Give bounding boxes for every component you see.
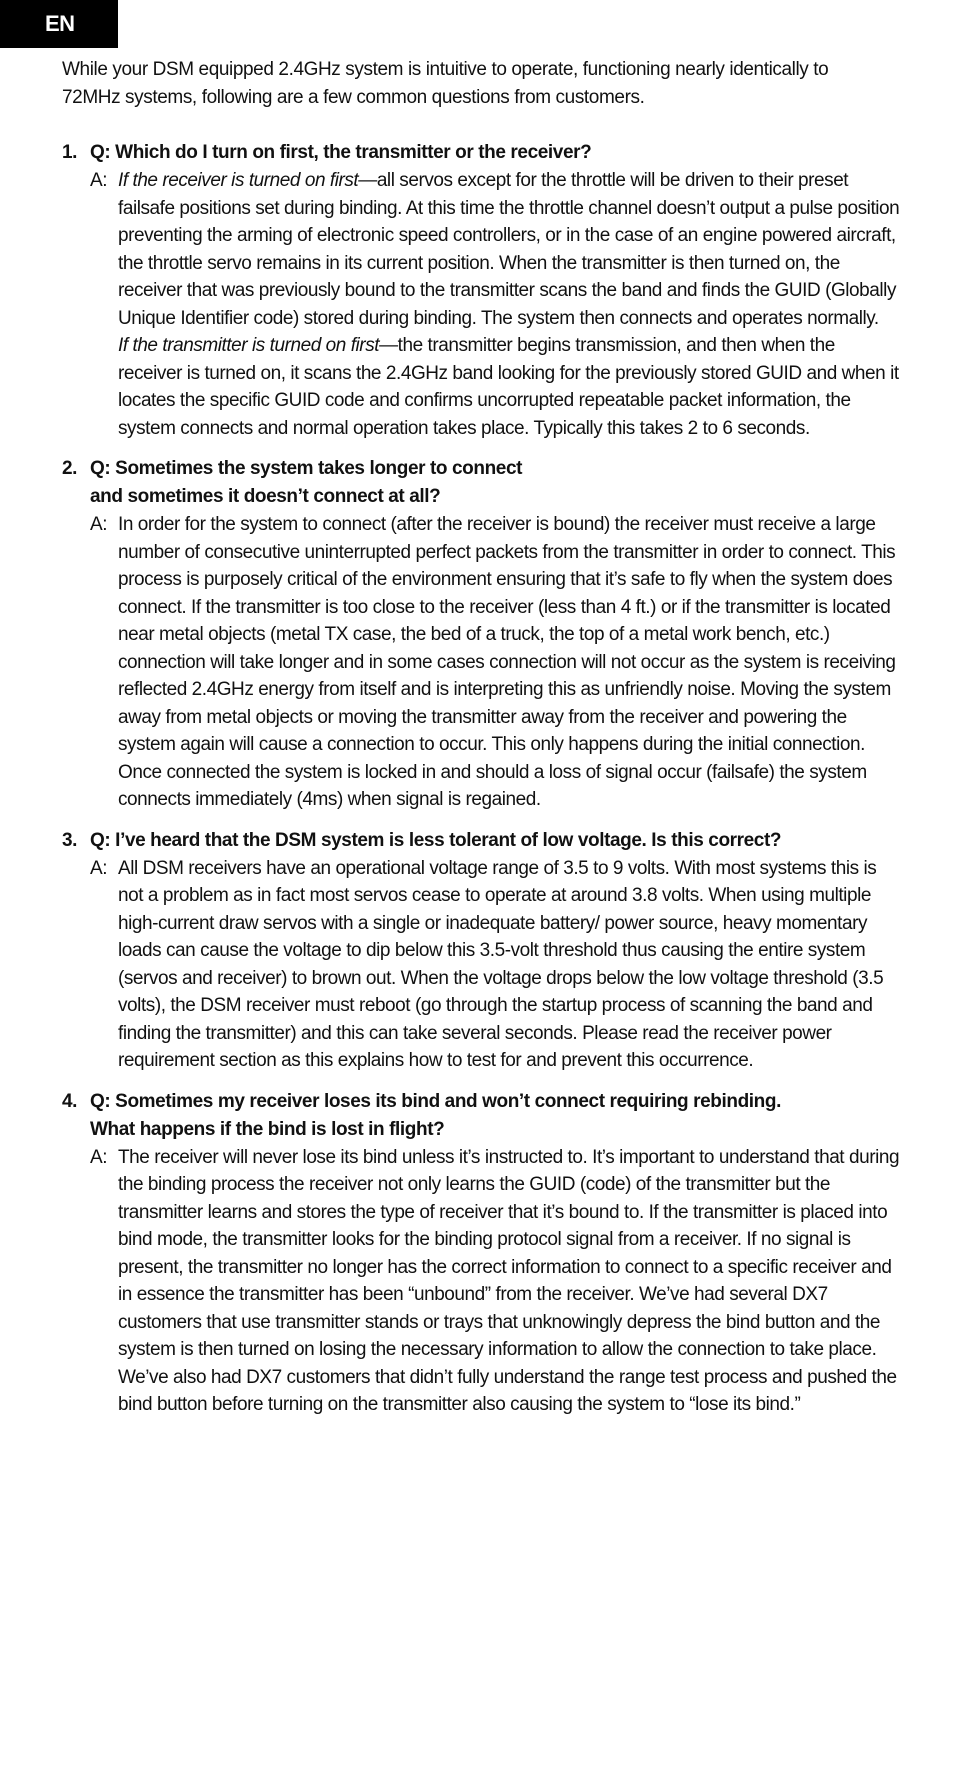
answer-body bbox=[118, 167, 902, 442]
faq-item-4 bbox=[62, 1088, 902, 1419]
answer-4 bbox=[90, 1144, 902, 1419]
answer-text: —all servos except for the throttle will be driven to their preset failsafe positions set during binding. At this time the throttle channel doesn’t output a pulse position preventing the arming of electronic speed controllers, or in the case of an engine powered aircraft, the throttle servo remains in its current position. When the transmitter is then turned on, the receiver that was previously bound to the transmitter scans the band and finds the GUID (Globally Unique Identifier code) stored during binding. The system then connects and operates normally. bbox=[118, 170, 900, 329]
answer-2 bbox=[90, 511, 902, 814]
question-3 bbox=[62, 827, 902, 855]
answer-label: A: bbox=[90, 857, 108, 879]
answer-text: —the transmitter begins transmission, and then when the receiver is turned on, it scans the 2.4GHz band looking for the previously stored GUID and when it locates the specific GUID code and confirms uncorrupted repeatable packet information, the system connects and normal operation takes place. Typically this takes 2 to 6 seconds. bbox=[118, 335, 899, 439]
answer-paragraph bbox=[118, 167, 902, 332]
question-number: 2. bbox=[62, 458, 78, 479]
intro-paragraph: While your DSM equipped 2.4GHz system is intuitive to operate, functioning nearly identically to 72MHz systems, following are a few common questions from customers. bbox=[62, 59, 829, 108]
question-1 bbox=[62, 139, 902, 167]
faq-item-1 bbox=[62, 139, 902, 442]
faq-item-3 bbox=[62, 827, 902, 1075]
question-text: Q: Which do I turn on first, the transmitter or the receiver? bbox=[90, 142, 592, 163]
answer-lead: If the transmitter is turned on first bbox=[118, 335, 380, 356]
question-text: Q: I’ve heard that the DSM system is less tolerant of low voltage. Is this correct? bbox=[90, 829, 782, 851]
answer-body: The receiver will never lose its bind unless it’s instructed to. It’s important to understand that during the binding process the receiver not only learns the GUID (code) of the transmitter but the transmitter learns and stores the type of receiver that it’s bound to. If the transmitter is placed into bind mode, the transmitter looks for the binding protocol signal from a receiver. If no signal is present, the transmitter no longer has the correct information to connect to a specific receiver and in essence the transmitter has been “unbound” from the receiver. We’ve had several DX7 customers that use transmitter stands or trays that unknowingly depress the bind button and the system is then turned on losing the necessary information to allow the connection to take place. We’ve also had DX7 customers that didn’t fully understand the range test process and pushed the bind button before turning on the transmitter also causing the system to “lose its bind.” bbox=[118, 1146, 900, 1415]
answer-3 bbox=[90, 855, 902, 1075]
language-tab: EN bbox=[0, 0, 118, 48]
question-number: 1. bbox=[62, 142, 78, 163]
answer-body: All DSM receivers have an operational voltage range of 3.5 to 9 volts. With most systems this is not a problem as in fact most servos cease to operate at around 3.8 volts. When using multiple high-current draw servos with a single or inadequate battery/ power source, heavy momentary loads can cause the voltage to dip below this 3.5-volt threshold thus causing the entire system (servos and receiver) to brown out. When the voltage drops below the low voltage threshold (3.5 volts), the DSM receiver must reboot (go through the startup process of scanning the band and finding the transmitter) and this can take several seconds. Please read the receiver power requirement section as this explains how to test for and prevent this occurrence. bbox=[118, 857, 884, 1071]
question-text: Q: Sometimes my receiver loses its bind and won’t connect requiring rebinding. What happens if the bind is lost in flight? bbox=[90, 1090, 781, 1140]
question-4 bbox=[62, 1088, 902, 1144]
answer-label: A: bbox=[90, 1146, 108, 1168]
answer-label: A: bbox=[90, 514, 108, 535]
question-2 bbox=[62, 455, 902, 511]
question-number: 4. bbox=[62, 1090, 78, 1112]
answer-body: In order for the system to connect (after the receiver is bound) the receiver must receive a large number of consecutive uninterrupted perfect packets from the transmitter in order to connect. This process is purposely critical of the environment ensuring that it’s safe to fly when the system does connect. If the transmitter is too close to the receiver (less than 4 ft.) or if the transmitter is located near metal objects (metal TX case, the bed of a truck, the top of a metal work bench, etc.) connection will take longer and in some cases connection will not occur as the system is receiving reflected 2.4GHz energy from itself and is interpreting this as unfriendly noise. Moving the system away from metal objects or moving the transmitter away from the receiver and powering the system again will cause a connection to occur. This only happens during the initial connection. Once connected the system is locked in and should a loss of signal occur (failsafe) the system connects immediately (4ms) when signal is regained. bbox=[118, 514, 896, 810]
question-text: Q: Sometimes the system takes longer to connect and sometimes it doesn’t connect at all? bbox=[90, 458, 523, 507]
answer-label: A: bbox=[90, 170, 108, 191]
answer-1 bbox=[90, 167, 902, 442]
question-number: 3. bbox=[62, 829, 78, 851]
faq-page bbox=[62, 56, 902, 1432]
answer-lead: If the receiver is turned on first bbox=[118, 170, 359, 191]
answer-paragraph bbox=[118, 332, 902, 442]
faq-item-2 bbox=[62, 455, 902, 814]
